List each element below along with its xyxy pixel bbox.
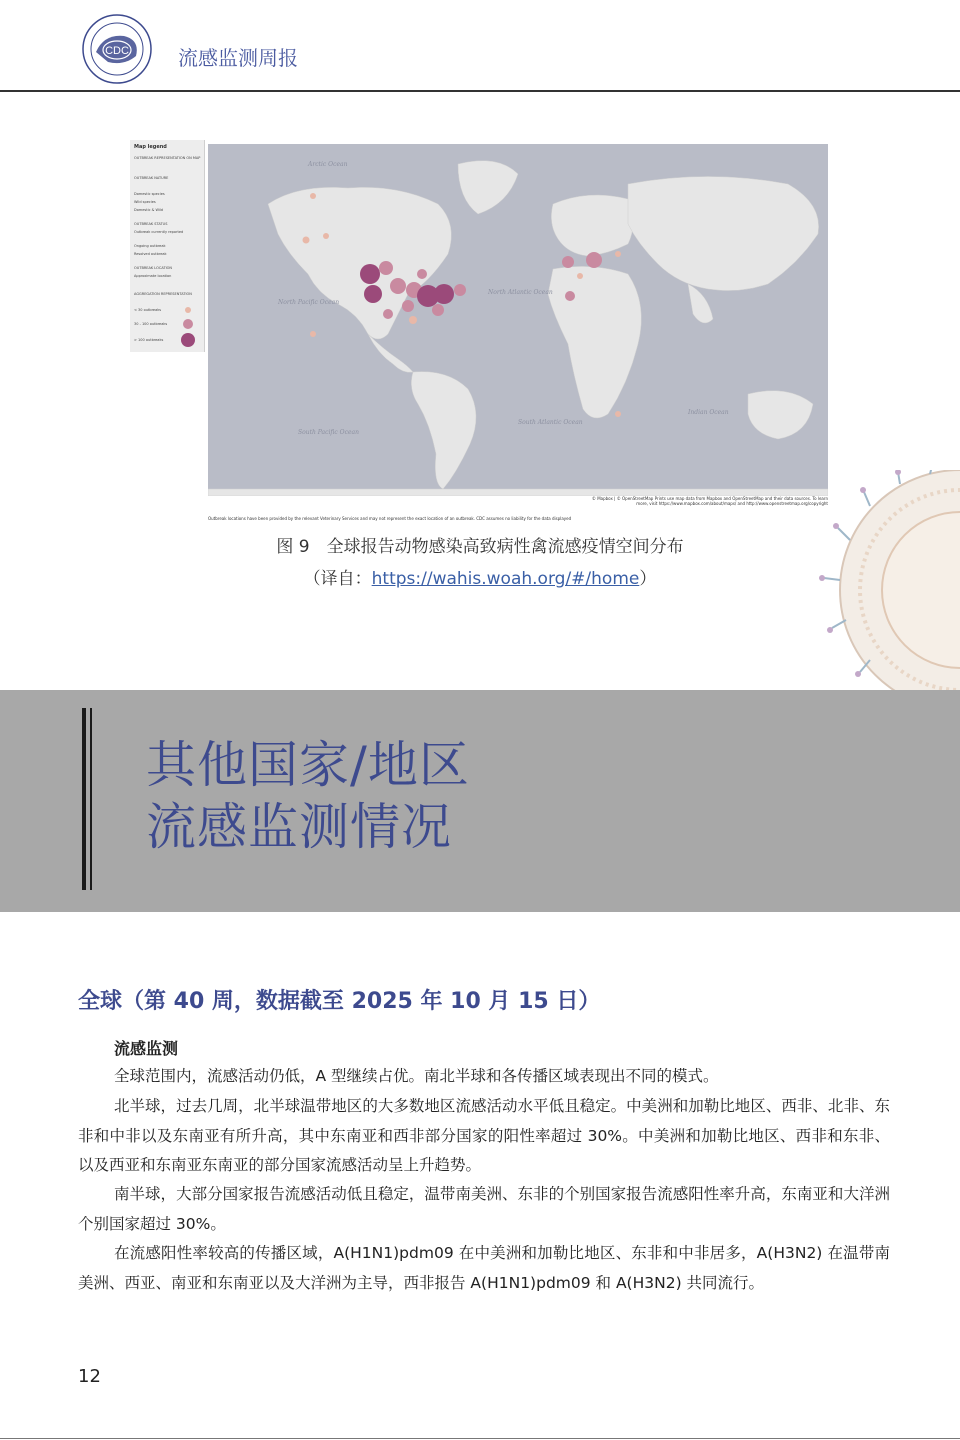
legend-line: Domestic species — [134, 192, 165, 196]
outbreak-map-figure — [130, 140, 830, 524]
paragraph: 北半球，过去几周，北半球温带地区的大多数地区流感活动水平低且稳定。中美洲和加勒比地区、西非、北非、东非和中非以及东南亚有所升高，其中东南亚和西非部分国家的阳性率超过 30%。中美洲和加勒比地区、西非和东非、以及西亚和东南亚东南亚的部分国家流感活动呈上升趋势。 — [78, 1097, 890, 1174]
legend-title: Map legend — [134, 144, 167, 150]
outbreak-marker — [615, 251, 621, 257]
outbreak-marker — [402, 300, 414, 312]
section-banner — [0, 690, 960, 912]
legend-line: OUTBREAK STATUS — [134, 222, 168, 226]
outbreak-marker — [577, 273, 583, 279]
world-map[interactable] — [208, 144, 828, 496]
map-disclaimer: Outbreak locations have been provided by the relevant Veterinary Services and may not represent the exact location of an outbreak. CDC assumes no liability for the data displayed — [208, 516, 572, 521]
outbreak-marker — [409, 316, 417, 324]
outbreak-marker — [364, 285, 382, 303]
outbreak-marker — [390, 278, 406, 294]
section-title-line1: 其他国家/地区 — [146, 736, 470, 794]
outbreak-marker — [615, 411, 621, 417]
legend-line: AGGREGATION REPRESENTATION — [134, 292, 192, 296]
legend-line: < 30 outbreaks — [134, 308, 162, 312]
legend-line: Resolved outbreak — [134, 252, 167, 256]
outbreak-marker — [383, 309, 393, 319]
legend-line: Approximate location — [134, 274, 172, 278]
outbreak-marker — [562, 256, 574, 268]
section-title-line2: 流感监测情况 — [146, 798, 452, 856]
paragraph: 在流感阳性率较高的传播区域，A(H1N1)pdm09 在中美洲和加勒比地区、东非和中非居多，A(H3N2) 在温带南美洲、西亚、南亚和东南亚以及大洋洲为主导，西非报告 A(H1N1)pdm09 和 A(H3N2) 共同流行。 — [78, 1244, 890, 1292]
ocean-label: Indian Ocean — [688, 409, 729, 416]
legend-line: OUTBREAK NATURE — [134, 176, 169, 180]
outbreak-marker — [323, 233, 329, 239]
ocean-label: North Pacific Ocean — [278, 299, 340, 306]
legend-line: Ongoing outbreak — [134, 244, 166, 248]
virus-illustration — [780, 470, 960, 690]
banner-bar — [82, 708, 86, 890]
paragraph: 全球范围内，流感活动仍低，A 型继续占优。南北半球和各传播区域表现出不同的模式。 — [114, 1067, 719, 1085]
legend-line: Domestic & Wild — [134, 208, 163, 212]
ocean-label: South Pacific Ocean — [298, 429, 359, 436]
outbreak-marker — [379, 261, 393, 275]
map-attribution: © Mapbox | © OpenStreetMap Prints use map data from Mapbox and OpenStreetMap and their data sources. To learn more, visit https://www.mapbox.com/about/maps/ and http://www.openstreetmap.org/copyright — [591, 496, 828, 506]
legend-line: OUTBREAK LOCATION — [134, 266, 172, 270]
banner-bar — [90, 708, 92, 890]
legend-line: > 100 outbreaks — [134, 338, 164, 342]
legend-size-markers — [176, 300, 202, 350]
ocean-label: Arctic Ocean — [308, 161, 348, 168]
legend-line: Outbreak currently reported — [134, 230, 184, 234]
legend-line: 30 - 100 outbreaks — [134, 322, 168, 326]
source-prefix: （译自： — [303, 569, 372, 589]
svg-text:CDC: CDC — [105, 45, 129, 57]
figure-caption: 图 9 全球报告动物感染高致病性禽流感疫情空间分布 — [276, 537, 684, 557]
page-number: 12 — [78, 1366, 101, 1387]
outbreak-marker — [454, 284, 466, 296]
outbreak-marker — [586, 252, 602, 268]
outbreak-marker — [310, 331, 316, 337]
legend-line: Wild species — [134, 200, 156, 204]
footer-divider — [0, 1438, 960, 1439]
page-header — [0, 0, 960, 92]
flu-surveillance-subheading: 流感监测 — [114, 1039, 179, 1058]
world-map-svg — [208, 144, 828, 496]
legend-line: OUTBREAK REPRESENTATION ON MAP — [134, 156, 201, 160]
outbreak-marker — [360, 264, 380, 284]
outbreak-marker — [417, 269, 427, 279]
outbreak-marker — [565, 291, 575, 301]
outbreak-marker — [434, 284, 454, 304]
paragraph: 南半球，大部分国家报告流感活动低且稳定，温带南美洲、东非的个别国家报告流感阳性率升高，东南亚和大洋洲个别国家超过 30%。 — [78, 1185, 890, 1233]
header-divider — [0, 90, 960, 92]
report-title: 流感监测周报 — [178, 46, 298, 70]
section-title — [146, 734, 470, 858]
source-suffix: ） — [639, 569, 657, 589]
outbreak-marker — [432, 304, 444, 316]
source-link[interactable]: https://wahis.woah.org/#/home — [371, 569, 640, 589]
outbreak-marker — [310, 193, 316, 199]
ocean-label: North Atlantic Ocean — [488, 289, 553, 296]
cdc-logo — [74, 12, 160, 86]
outbreak-marker — [303, 237, 310, 244]
global-heading: 全球（第 40 周，数据截至 2025 年 10 月 15 日） — [78, 989, 601, 1014]
map-legend — [130, 140, 205, 352]
ocean-label: South Atlantic Ocean — [518, 419, 583, 426]
